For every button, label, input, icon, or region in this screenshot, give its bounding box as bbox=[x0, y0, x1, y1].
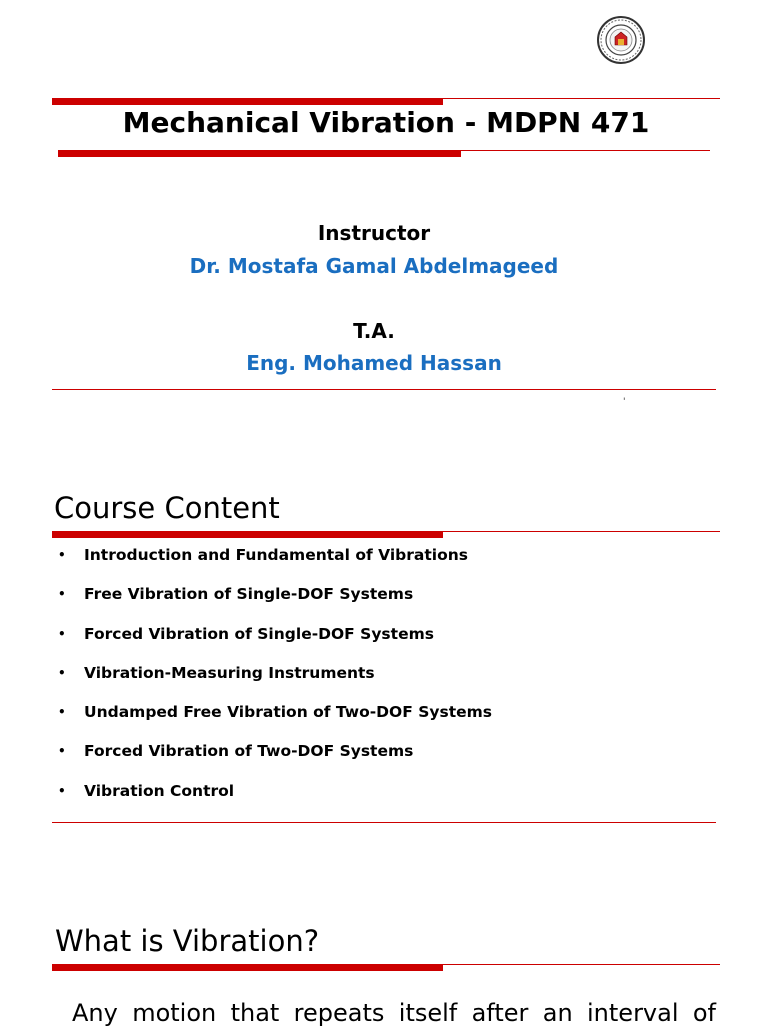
what-is-vibration-heading: What is Vibration? bbox=[55, 924, 320, 958]
title-bottom-accent-bar bbox=[58, 150, 461, 157]
bullet-icon: • bbox=[58, 705, 66, 720]
course-content-rule bbox=[443, 531, 720, 532]
list-item bbox=[58, 780, 492, 819]
list-item bbox=[58, 623, 492, 662]
list-item bbox=[58, 662, 492, 701]
vibration-definition-text: Any motion that repeats itself after an interval of bbox=[72, 999, 716, 1027]
course-content-accent-bar bbox=[52, 531, 443, 538]
title-top-accent-bar bbox=[52, 98, 443, 105]
course-content-heading: Course Content bbox=[54, 491, 280, 525]
list-item-text: Vibration-Measuring Instruments bbox=[84, 663, 375, 682]
what-is-vibration-accent-bar bbox=[52, 964, 443, 971]
staff-divider bbox=[52, 389, 716, 390]
course-content-bottom-divider bbox=[52, 822, 716, 823]
list-item-text: Undamped Free Vibration of Two-DOF Systems bbox=[84, 703, 493, 722]
list-item bbox=[58, 701, 492, 740]
bullet-icon: • bbox=[58, 744, 66, 759]
list-item bbox=[58, 583, 492, 622]
bullet-icon: • bbox=[58, 626, 66, 641]
course-content-list bbox=[58, 544, 492, 819]
list-item-text: Introduction and Fundamental of Vibrations bbox=[84, 546, 468, 564]
what-is-vibration-rule bbox=[443, 964, 720, 965]
university-seal-icon bbox=[596, 15, 646, 65]
list-item bbox=[58, 544, 492, 583]
ta-name: Eng. Mohamed Hassan bbox=[246, 351, 502, 375]
instructor-name: Dr. Mostafa Gamal Abdelmageed bbox=[189, 254, 559, 278]
list-item-text: Vibration Control bbox=[84, 781, 235, 800]
page-title: Mechanical Vibration - MDPN 471 bbox=[122, 106, 650, 139]
list-item-text: Forced Vibration of Single-DOF Systems bbox=[84, 624, 434, 643]
list-item-text: Free Vibration of Single-DOF Systems bbox=[84, 585, 414, 604]
list-item-text: Forced Vibration of Two-DOF Systems bbox=[84, 742, 414, 761]
bullet-icon: • bbox=[58, 587, 66, 602]
stray-mark: ' bbox=[623, 397, 626, 407]
list-item bbox=[58, 740, 492, 779]
title-bottom-rule bbox=[461, 150, 710, 151]
bullet-icon: • bbox=[58, 548, 66, 562]
bullet-icon: • bbox=[58, 783, 66, 798]
ta-label: T.A. bbox=[353, 319, 395, 343]
bullet-icon: • bbox=[58, 665, 66, 680]
instructor-label: Instructor bbox=[317, 221, 431, 245]
title-top-rule bbox=[443, 98, 720, 99]
